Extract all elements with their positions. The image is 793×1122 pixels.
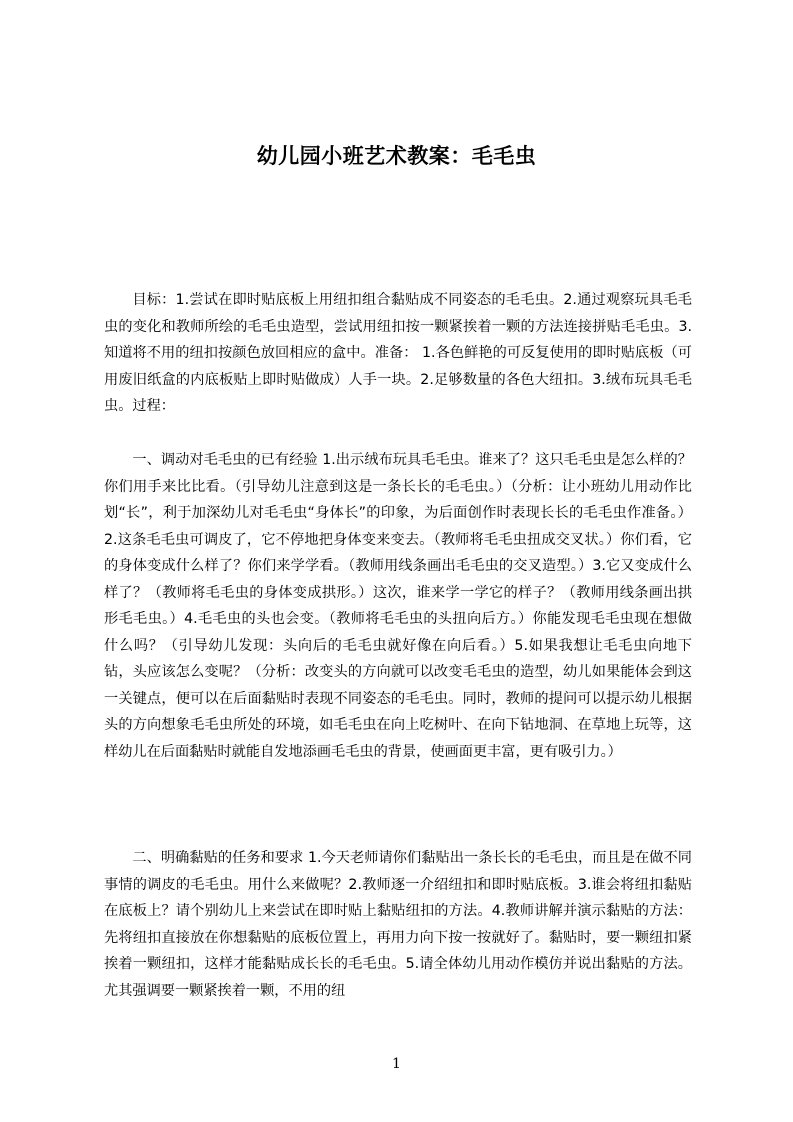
goals-paragraph: 目标：1.尝试在即时贴底板上用纽扣组合黏贴成不同姿态的毛毛虫。2.通过观察玩具毛毛虫的变化和教师所绘的毛毛虫造型，尝试用纽扣按一颗紧挨着一颗的方法连接拼贴毛毛虫。3.知道将不用的纽扣按颜色放回相应的盒中。准备： 1.各色鲜艳的可反复使用的即时贴底板（可用废旧纸盒的内底板贴上即时贴做成）人手一块。2.足够数量的各色大纽扣。3.绒布玩具毛毛虫。过程： [104,292,692,414]
section-2-paragraph: 二、明确黏贴的任务和要求 1.今天老师请你们黏贴出一条长长的毛毛虫，而且是在做不同事情的调皮的毛毛虫。用什么来做呢？2.教师逐一介绍纽扣和即时贴底板。3.谁会将纽扣黏贴在底板上？请个别幼儿上来尝试在即时贴上黏贴纽扣的方法。4.教师讲解并演示黏贴的方法：先将纽扣直接放在你想黏贴的底板位置上，再用力向下按一按就好了。黏贴时，要一颗纽扣紧挨着一颗纽扣，这样才能黏贴成长长的毛毛虫。5.请全体幼儿用动作模仿并说出黏贴的方法。尤其强调要一颗紧挨着一颗，不用的纽 [104,850,692,999]
page-title: 幼儿园小班艺术教案：毛毛虫 [256,144,537,168]
section-1-paragraph: 一、调动对毛毛虫的已有经验 1.出示绒布玩具毛毛虫。谁来了？这只毛毛虫是怎么样的？你们用手来比比看。（引导幼儿注意到这是一条长长的毛毛虫。）（分析：让小班幼儿用动作比划“长”，利于加深幼儿对毛毛虫“身体长”的印象，为后面创作时表现长长的毛毛虫作准备。）2.这条毛毛虫可调皮了，它不停地把身体变来变去。（教师将毛毛虫扭成交叉状。）你们看，它的身体变成什么样了？你们来学学看。（教师用线条画出毛毛虫的交叉造型。）3.它又变成什么样了？（教师将毛毛虫的身体变成拱形。）这次，谁来学一学它的样子？（教师用线条画出拱形毛毛虫。）4.毛毛虫的头也会变。（教师将毛毛虫的头扭向后方。）你能发现毛毛虫现在想做什么吗？（引导幼儿发现：头向后的毛毛虫就好像在向后看。）5.如果我想让毛毛虫向地下钻，头应该怎么变呢？（分析：改变头的方向就可以改变毛毛虫的造型，幼儿如果能体会到这一关键点，便可以在后面黏贴时表现不同姿态的毛毛虫。同时，教师的提问可以提示幼儿根据头的方向想象毛毛虫所处的环境，如毛毛虫在向上吃树叶、在向下钻地洞、在草地上玩等，这样幼儿在后面黏贴时就能自发地添画毛毛虫的背景，使画面更丰富，更有吸引力。） [104,452,692,760]
page-number: 1 [392,1056,401,1072]
